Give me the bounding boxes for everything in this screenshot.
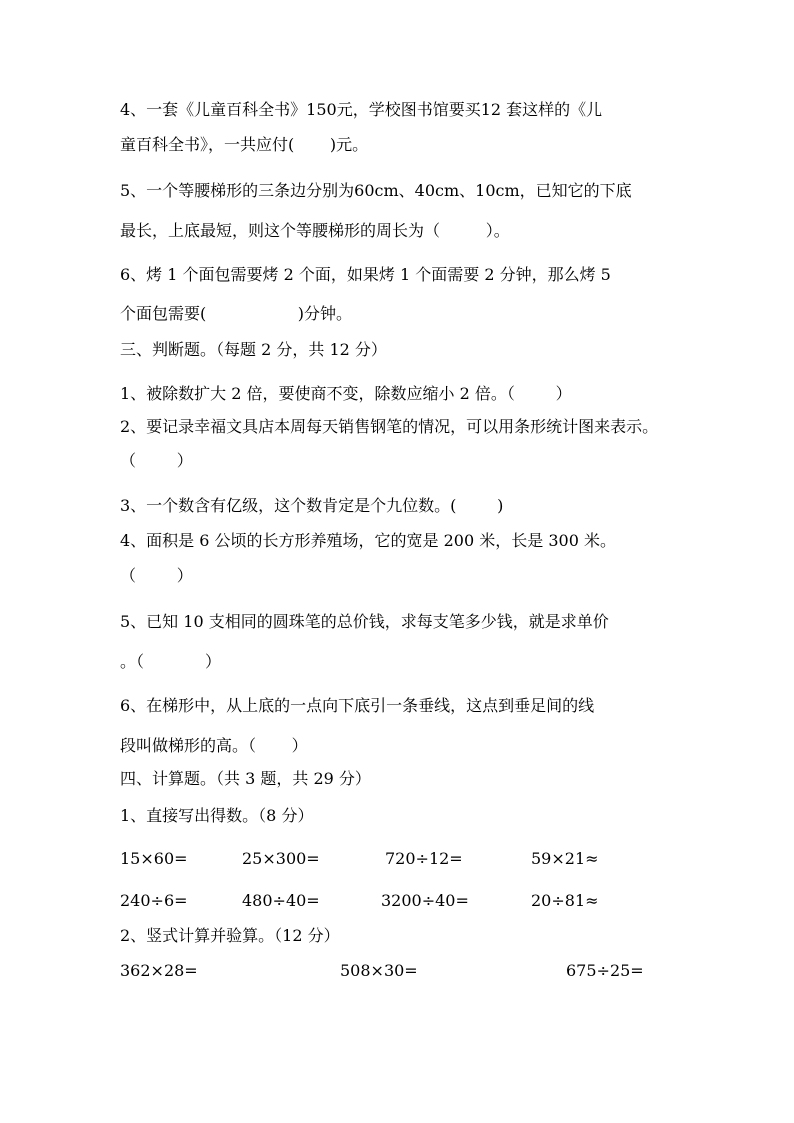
- calc-q1-title: 1、直接写出得数。（8 分）: [120, 806, 314, 825]
- fill-in-q4-line1: 4、一套《儿童百科全书》150元，学校图书馆要买12 套这样的《儿: [120, 100, 603, 119]
- calc-row-3: [120, 961, 680, 981]
- judge-q2-line1: 2、要记录幸福文具店本周每天销售钢笔的情况，可以用条形统计图来表示。: [120, 417, 659, 436]
- section-3-title: 三、判断题。（每题 2 分，共 12 分）: [120, 340, 387, 359]
- calc-expression: 720÷12=: [385, 849, 463, 868]
- judge-q4-line1: 4、面积是 6 公顷的长方形养殖场，它的宽是 200 米，长是 300 米。: [120, 531, 616, 550]
- judge-q5-line1: 5、已知 10 支相同的圆珠笔的总价钱，求每支笔多少钱，就是求单价: [120, 612, 609, 631]
- calc-expression: 362×28=: [120, 961, 198, 980]
- calc-row-1: [120, 849, 680, 869]
- judge-q4-line2: （ ）: [120, 566, 193, 585]
- judge-q6-line2: 段叫做梯形的高。（ ）: [120, 736, 308, 755]
- calc-expression: 508×30=: [340, 961, 418, 980]
- calc-expression: 25×300=: [242, 849, 320, 868]
- calc-expression: 675÷25=: [566, 961, 644, 980]
- fill-in-q5-line2: 最长，上底最短，则这个等腰梯形的周长为（ ）。: [120, 221, 510, 240]
- fill-in-q4-line2: 童百科全书》，一共应付( )元。: [120, 135, 369, 154]
- calc-q2-title: 2、竖式计算并验算。（12 分）: [120, 926, 340, 945]
- judge-q6-line1: 6、在梯形中，从上底的一点向下底引一条垂线，这点到垂足间的线: [120, 696, 595, 715]
- fill-in-q6-line1: 6、烤 1 个面包需要烤 2 个面，如果烤 1 个面需要 2 分钟，那么烤 5: [120, 265, 611, 284]
- calc-expression: 240÷6=: [120, 891, 188, 910]
- calc-row-2: [120, 891, 680, 911]
- fill-in-q5-line1: 5、一个等腰梯形的三条边分别为60cm、40cm、10cm，已知它的下底: [120, 181, 632, 200]
- calc-expression: 20÷81≈: [531, 891, 599, 910]
- judge-q1: 1、被除数扩大 2 倍，要使商不变，除数应缩小 2 倍。（ ）: [120, 384, 572, 403]
- calc-expression: 480÷40=: [242, 891, 320, 910]
- judge-q5-line2: 。（ ）: [120, 652, 222, 671]
- judge-q3: 3、一个数含有亿级，这个数肯定是个九位数。( ): [120, 496, 504, 515]
- calc-expression: 59×21≈: [531, 849, 599, 868]
- section-4-title: 四、计算题。（共 3 题，共 29 分）: [120, 769, 371, 788]
- judge-q2-line2: （ ）: [120, 451, 193, 470]
- calc-expression: 15×60=: [120, 849, 188, 868]
- calc-expression: 3200÷40=: [381, 891, 469, 910]
- fill-in-q6-line2: 个面包需要( )分钟。: [120, 304, 353, 323]
